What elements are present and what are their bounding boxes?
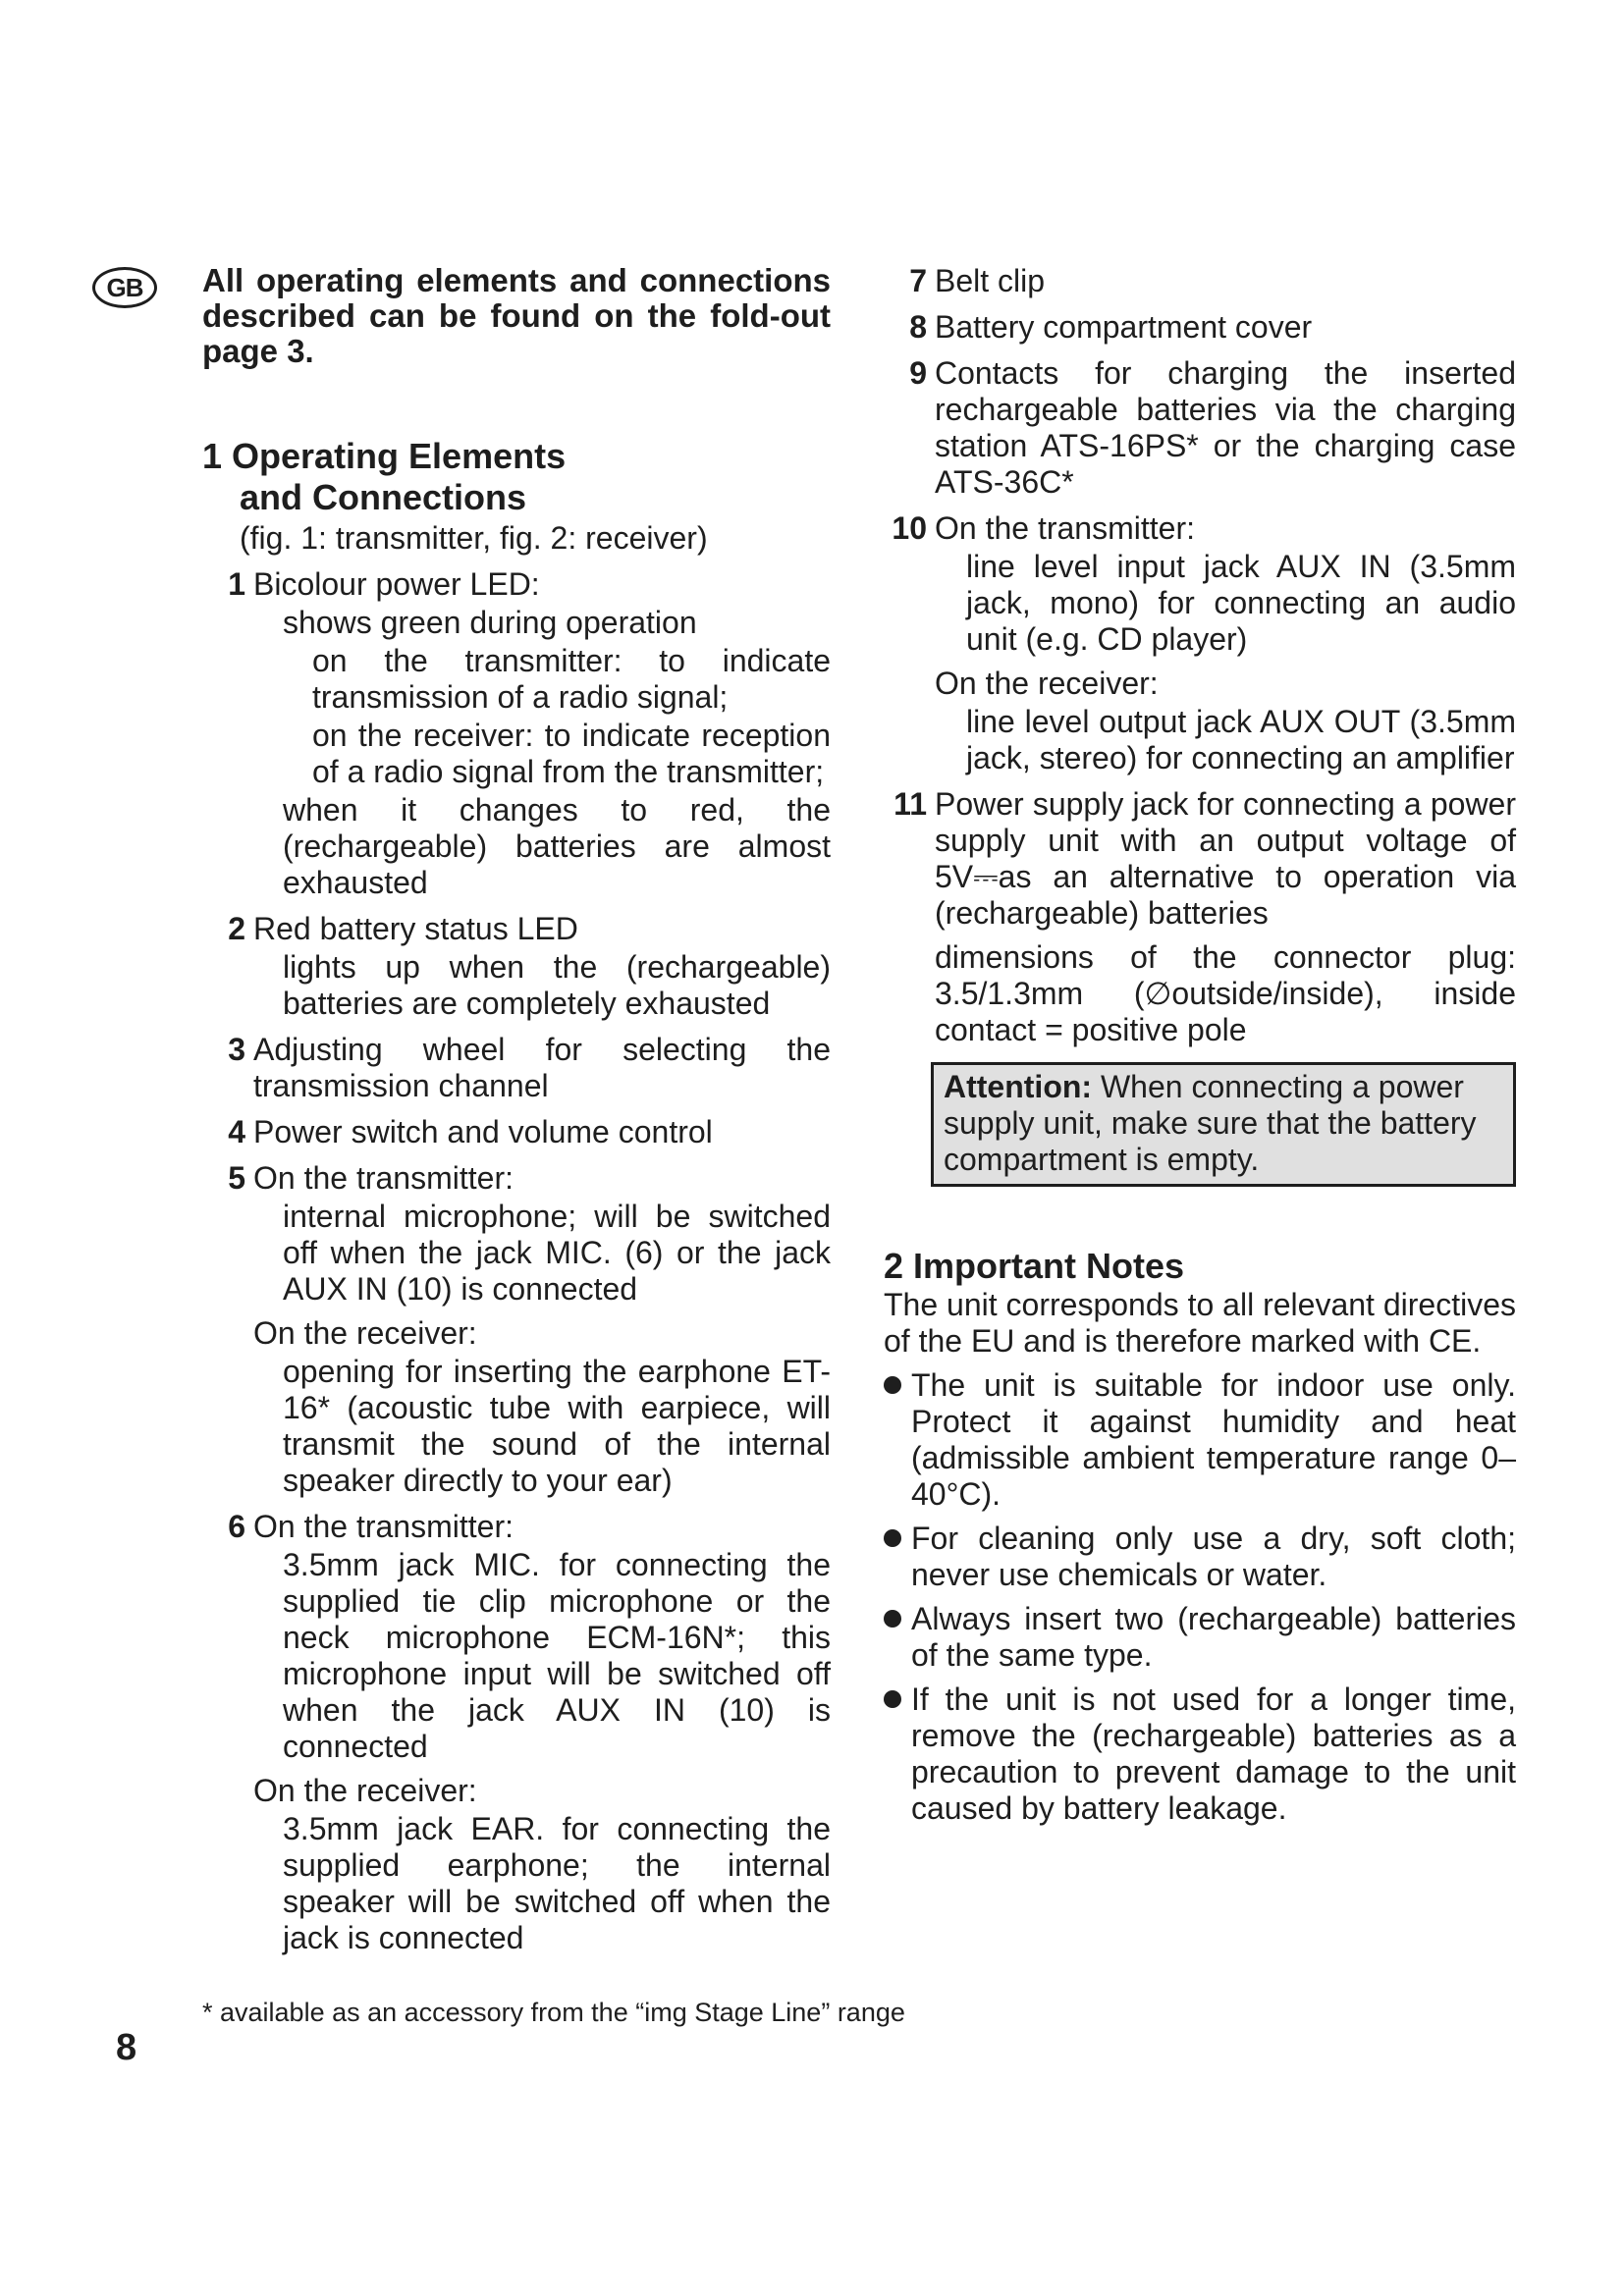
item-detail: dimensions of the connector plug: 3.5/1.3mm (∅outside/inside), inside contact = positive pole xyxy=(935,939,1516,1047)
bullet-item xyxy=(884,1521,1516,1593)
bullet-text: For cleaning only use a dry, soft cloth; never use chemicals or water. xyxy=(911,1521,1516,1592)
item-detail: 3.5mm jack EAR. for connecting the supplied earphone; the internal speaker will be switched off when the jack is connected xyxy=(283,1811,831,1955)
item-detail: lights up when the (rechargeable) batteries are completely exhausted xyxy=(283,949,831,1021)
section-1-title-line1: 1 Operating Elements xyxy=(202,436,567,476)
section-1-title-line2: and Connections xyxy=(240,477,527,517)
item-detail: line level output jack AUX OUT (3.5mm jack, stereo) for connecting an amplifier xyxy=(966,704,1516,775)
left-column xyxy=(202,436,831,1956)
item-detail: 3.5mm jack MIC. for connecting the supplied tie clip microphone or the neck microphone ECM-16N*; this microphone input will be switched off when the jack AUX IN (10) is connected xyxy=(283,1547,831,1764)
item-label: Bicolour power LED: xyxy=(253,566,540,602)
item-number: 5 xyxy=(228,1160,245,1196)
footnote: * available as an accessory from the “img Stage Line” range xyxy=(202,1998,905,2027)
list-item-7 xyxy=(884,263,1516,299)
attention-text: When connecting a power supply unit, make sure that the battery compartment is empty. xyxy=(944,1069,1477,1177)
bullet-text: Always insert two (rechargeable) batteries of the same type. xyxy=(911,1601,1516,1673)
item-detail: on the receiver: to indicate reception of a radio signal from the transmitter; xyxy=(312,718,831,789)
item-detail: opening for inserting the earphone ET-16* (acoustic tube with earpiece, will transmit the sound of the internal speaker directly to your ear) xyxy=(283,1354,831,1498)
section-2-title: 2 Important Notes xyxy=(884,1246,1185,1286)
section-2-intro: The unit corresponds to all relevant directives of the EU and is therefore marked with CE. xyxy=(884,1287,1516,1359)
list-item-1 xyxy=(202,566,831,901)
item-label: On the transmitter: xyxy=(253,1160,514,1196)
bullet-item xyxy=(884,1682,1516,1827)
receiver-label: On the receiver: xyxy=(253,1773,477,1808)
section-1-title xyxy=(202,436,831,518)
list-item-11 xyxy=(884,786,1516,1048)
language-badge: GB xyxy=(92,267,157,308)
list-item-6 xyxy=(202,1509,831,1956)
list-item-4 xyxy=(202,1114,831,1150)
list-item-3 xyxy=(202,1032,831,1104)
bullet-item xyxy=(884,1601,1516,1674)
item-number: 3 xyxy=(228,1032,245,1067)
item-label: Belt clip xyxy=(935,263,1046,298)
bullet-icon xyxy=(884,1610,901,1628)
item-label: Power switch and volume control xyxy=(253,1114,713,1149)
list-item-10 xyxy=(884,510,1516,776)
item-number: 2 xyxy=(228,911,245,946)
receiver-label: On the receiver: xyxy=(253,1315,477,1351)
item-number: 4 xyxy=(228,1114,245,1149)
item-label: Battery compartment cover xyxy=(935,309,1313,345)
item-detail: when it changes to red, the (rechargeable) batteries are almost exhausted xyxy=(283,792,831,900)
intro-note: All operating elements and connections described can be found on the fold-out page 3. xyxy=(202,262,831,369)
item-label: Contacts for charging the inserted rechargeable batteries via the charging station ATS-16PS* or the charging case ATS-36C* xyxy=(935,355,1516,500)
right-column xyxy=(884,263,1516,1827)
bullet-icon xyxy=(884,1376,901,1394)
item-number: 6 xyxy=(228,1509,245,1544)
item-number: 11 xyxy=(893,786,927,822)
item-number: 7 xyxy=(909,263,927,298)
item-label: Red battery status LED xyxy=(253,911,578,946)
item-detail: shows green during operation xyxy=(283,605,697,640)
bullet-icon xyxy=(884,1529,901,1547)
bullet-icon xyxy=(884,1690,901,1708)
item-detail: internal microphone; will be switched off when the jack MIC. (6) or the jack AUX IN (10) is connected xyxy=(283,1199,831,1307)
section-1-subtitle: (fig. 1: transmitter, fig. 2: receiver) xyxy=(240,520,708,556)
bullet-text: The unit is suitable for indoor use only. Protect it against humidity and heat (admissible ambient temperature range 0–40°C). xyxy=(911,1367,1516,1512)
item-label: On the transmitter: xyxy=(253,1509,514,1544)
list-item-9 xyxy=(884,355,1516,501)
item-label: On the transmitter: xyxy=(935,510,1195,546)
list-item-2 xyxy=(202,911,831,1022)
item-detail: on the transmitter: to indicate transmission of a radio signal; xyxy=(312,643,831,715)
item-detail: line level input jack AUX IN (3.5mm jack, mono) for connecting an audio unit (e.g. CD player) xyxy=(966,549,1516,657)
receiver-label: On the receiver: xyxy=(935,666,1159,701)
item-label: Power supply jack for connecting a power supply unit with an output voltage of 5V⎓as an alternative to operation via (rechargeable) batteries xyxy=(935,786,1516,931)
item-number: 10 xyxy=(892,510,927,546)
item-label: Adjusting wheel for selecting the transmission channel xyxy=(253,1032,831,1103)
page-number: 8 xyxy=(116,2027,137,2068)
bullet-item xyxy=(884,1367,1516,1513)
bullet-text: If the unit is not used for a longer time, remove the (rechargeable) batteries as a precaution to prevent damage to the unit caused by battery leakage. xyxy=(911,1682,1516,1826)
attention-box xyxy=(931,1062,1516,1187)
list-item-8 xyxy=(884,309,1516,346)
list-item-5 xyxy=(202,1160,831,1499)
item-number: 1 xyxy=(228,566,245,602)
attention-label: Attention: xyxy=(944,1069,1093,1104)
item-number: 9 xyxy=(909,355,927,391)
item-number: 8 xyxy=(909,309,927,345)
